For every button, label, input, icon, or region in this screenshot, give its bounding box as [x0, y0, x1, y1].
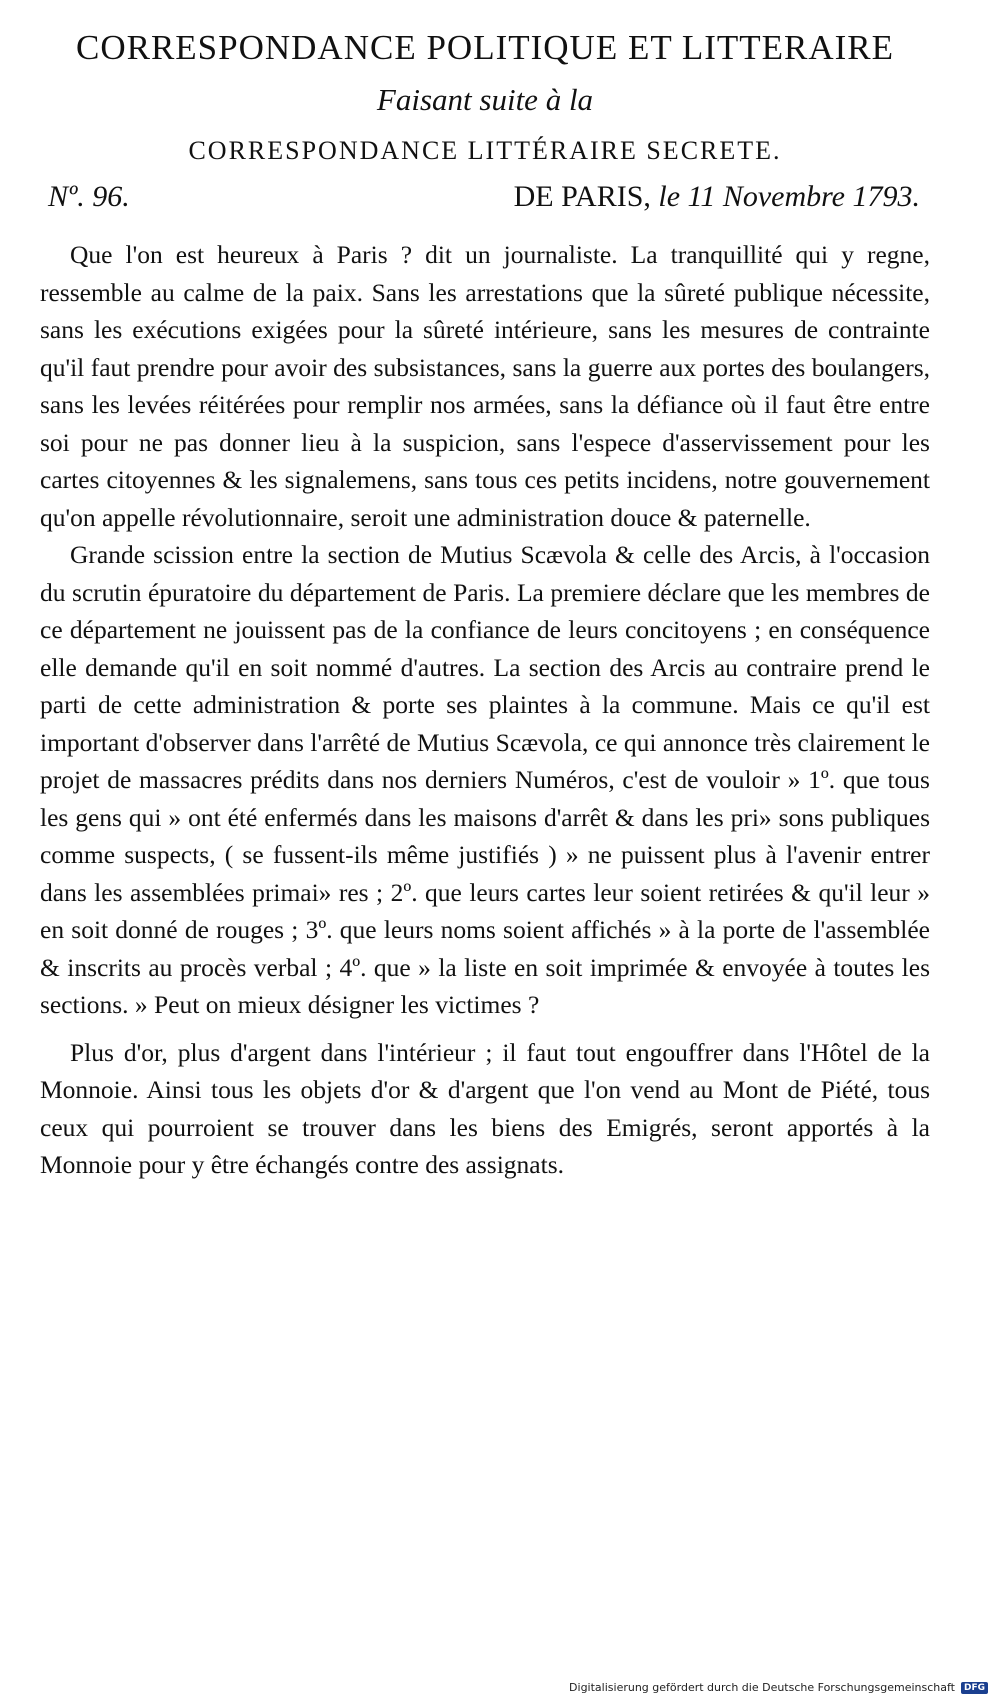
dfg-logo-icon: DFG: [961, 1682, 988, 1694]
document-page: [40, 20, 930, 1640]
masthead-title: CORRESPONDANCE POLITIQUE ET LITTERAIRE: [75, 28, 894, 67]
masthead-subhead: CORRESPONDANCE LITTÉRAIRE SECRETE.: [188, 136, 782, 165]
dateline-place: DE PARIS,: [513, 180, 651, 213]
digitization-footer: [569, 1681, 988, 1694]
paragraph-1: Que l'on est heureux à Paris ? dit un journaliste. La tranquillité qui y regne, ressemble au calme de la paix. Sans les arrestations que la sûreté publique nécessite, sans les exécutions exigées pour la sûreté intérieure, sans les mesures de contrainte qu'il faut prendre pour avoir des subsistances, sans la guerre aux portes des boulangers, sans les levées réitérées pour remplir nos armées, sans la défiance où il faut être entre soi pour ne pas donner lieu à la suspicion, sans l'espece d'asservissement pour les cartes citoyennes & les signalemens, sans tous ces petits incidens, notre gouvernement qu'on appelle révolutionnaire, seroit une administration douce & paternelle.: [40, 240, 930, 532]
issue-number: Nº. 96.: [48, 180, 130, 213]
article-body: [40, 236, 930, 1184]
dateline-place-date: [514, 180, 920, 214]
dateline: [40, 180, 930, 214]
paragraph-3: Plus d'or, plus d'argent dans l'intérieur ; il faut tout engouffrer dans l'Hôtel de la Monnoie. Ainsi tous les objets d'or & d'argent que l'on vend au Mont de Piété, tous ceux qui pourroient se trouver dans les biens des Emigrés, seront apportés à la Monnoie pour y être échangés contre des assignats.: [40, 1037, 930, 1179]
paragraph-2: Grande scission entre la section de Mutius Scævola & celle des Arcis, à l'occasion du scrutin épuratoire du département de Paris. La premiere déclare que les membres de ce département ne jouissent pas de la confiance de leurs concitoyens ; en conséquence elle demande qu'il en soit nommé d'autres. La section des Arcis au contraire prend le parti de cette administration & porte ses plaintes à la commune. Mais ce qu'il est important d'observer dans l'arrêté de Mutius Scævola, ce qui annonce très clairement le projet de massacres prédits dans nos derniers Numéros, c'est de vouloir » 1º. que tous les gens qui » ont été enfermés dans les maisons d'arrêt & dans les pri» sons publiques comme suspects, ( se fussent-ils même justifiés ) » ne puissent plus à l'avenir entrer dans les assemblées primai» res ; 2º. que leurs cartes leur soient retirées & qu'il leur » en soit donné de rouges ; 3º. que leurs noms soient affichés » à la porte de l'assemblée & inscrits au procès verbal ; 4º. que » la liste en soit imprimée & envoyée à toutes les sections. » Peut on mieux désigner les victimes ?: [40, 540, 930, 1019]
masthead-subtitle: Faisant suite à la: [376, 82, 594, 117]
footer-credit: Digitalisierung gefördert durch die Deutsche Forschungsgemeinschaft: [569, 1681, 955, 1694]
dateline-date: le 11 Novembre 1793.: [658, 180, 920, 213]
